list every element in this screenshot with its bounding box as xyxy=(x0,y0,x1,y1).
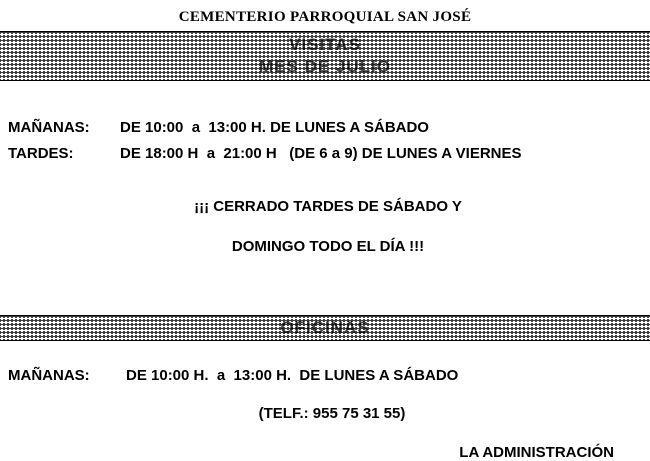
phone-number: (TELF.: 955 75 31 55) xyxy=(258,405,406,422)
spacer xyxy=(0,259,650,299)
visits-afternoons-label: TARDES: xyxy=(8,145,74,162)
visits-afternoons-value: DE 18:00 H a 21:00 H (DE 6 a 9) DE LUNES A VIERNES xyxy=(120,145,522,162)
spacer xyxy=(0,422,650,444)
spacer xyxy=(0,341,650,363)
offices-schedule-row-mornings xyxy=(0,363,650,389)
closed-notice-line-2: DOMINGO TODO EL DÍA !!! xyxy=(231,238,425,255)
page-title: CEMENTERIO PARROQUIAL SAN JOSÉ xyxy=(178,9,472,25)
visits-banner xyxy=(0,31,650,81)
spacer xyxy=(0,167,650,195)
spacer xyxy=(0,219,650,235)
offices-mornings-value: DE 10:00 H. a 13:00 H. DE LUNES A SÁBADO xyxy=(126,367,459,384)
visits-mornings-value: DE 10:00 a 13:00 H. DE LUNES A SÁBADO xyxy=(120,119,429,136)
spacer xyxy=(0,81,650,115)
visits-banner-line-2: MES DE JULIO xyxy=(259,57,391,76)
spacer xyxy=(0,299,650,315)
spacer xyxy=(0,389,650,405)
offices-banner-line-1: OFICINAS xyxy=(280,318,370,337)
visits-banner-line-1: VISITAS xyxy=(289,35,361,54)
offices-banner xyxy=(0,315,650,341)
offices-mornings-label: MAÑANAS: xyxy=(8,367,90,384)
signature-line: LA ADMINISTRACIÓN xyxy=(459,444,614,461)
visits-schedule-row-afternoons xyxy=(0,141,650,167)
visits-mornings-label: MAÑANAS: xyxy=(8,119,90,136)
closed-notice-line-1: ¡¡¡ CERRADO TARDES DE SÁBADO Y xyxy=(194,198,462,215)
visits-schedule-row-mornings xyxy=(0,115,650,141)
